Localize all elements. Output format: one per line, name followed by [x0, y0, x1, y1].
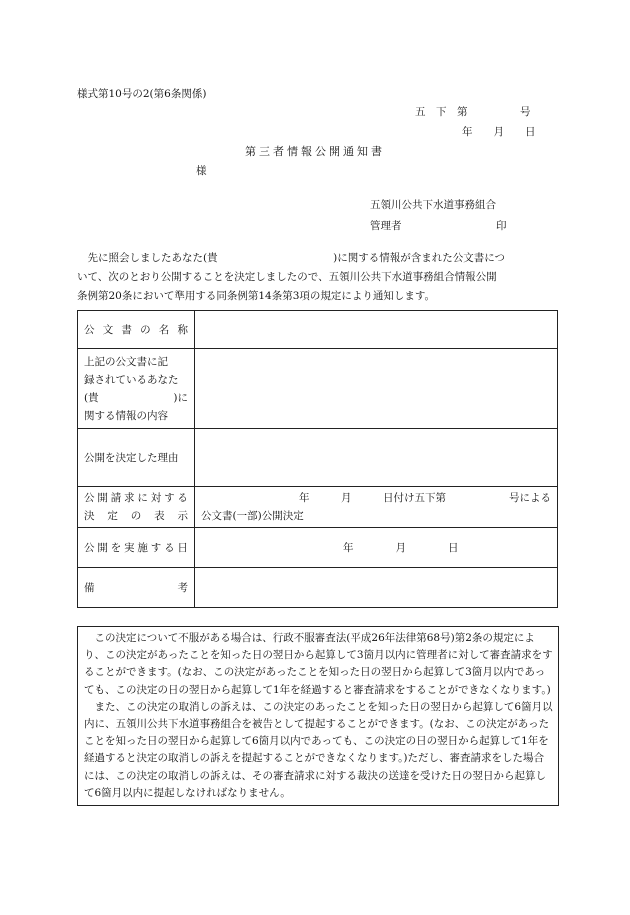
disclosure-table: [77, 310, 558, 608]
organization-name: 五領川公共下水道事務組合: [370, 199, 496, 211]
label-char: 公: [84, 541, 95, 554]
label-char: る: [164, 541, 175, 554]
label-line: 録されているあなた: [84, 373, 179, 386]
label-char: 決: [84, 510, 95, 522]
label-char: 公: [84, 492, 95, 504]
table-row: [78, 429, 558, 487]
label-char: 表: [154, 510, 165, 522]
label-char: 請: [110, 492, 122, 504]
label-line: 関する情報の内容: [84, 409, 168, 422]
implementation-date-label: [78, 528, 195, 568]
remarks-label: [78, 568, 195, 608]
label-char: 実: [124, 541, 135, 554]
label-char: 書: [121, 323, 132, 336]
label-spread: [84, 321, 188, 339]
table-row: [78, 487, 558, 528]
addressee-suffix: 様: [196, 165, 207, 177]
label-char: 定: [107, 510, 118, 522]
decision-ref-line: 年 月 日付け五下第 号による: [299, 492, 551, 504]
label-char: す: [150, 541, 162, 554]
label-char: 名: [158, 323, 170, 336]
table-row: [78, 528, 558, 568]
decision-display-label: [78, 487, 195, 528]
label-char: の: [140, 323, 151, 336]
issue-date: 年 月 日: [462, 126, 536, 138]
appeal-notice-box: [77, 626, 559, 806]
info-content-value[interactable]: [195, 349, 558, 429]
label-char: に: [137, 492, 148, 504]
label-line: 上記の公文書に記: [84, 355, 168, 368]
decision-reason-label: 公開を決定した理由: [78, 429, 195, 487]
label-char: 称: [177, 323, 188, 336]
label-line: [84, 389, 188, 407]
label-char: 備: [84, 581, 95, 594]
label-char: 開: [97, 541, 108, 554]
document-name-value[interactable]: [195, 311, 558, 349]
label-part: (貴: [84, 391, 99, 404]
label-spread: [84, 579, 188, 597]
implementation-date-value[interactable]: 年 月 日: [195, 528, 558, 568]
intro-line-2: いて、次のとおり公開することを決定しましたので、五領川公共下水道事務組合情報公開: [77, 271, 497, 283]
table-row: [78, 349, 558, 429]
label-char: を: [110, 541, 122, 554]
label-char: 対: [150, 492, 162, 504]
appeal-notice-paragraph-1: この決定について不服がある場合は、行政不服審査法(平成26年法律第68号)第2条の規定により、この決定があったことを知った日の翌日から起算して3箇月以内に管理者に対して審査請求をすることができます。(なお、この決定があったことを知った日の翌日から起算して3箇月以内であっても、この決定の日の翌日から起算して1年を経過すると審査請求をすることができなくなります。): [84, 632, 553, 696]
label-spread: [84, 539, 188, 557]
intro-line-3: 条例第20条において準用する同条例第14条第3項の規定により通知します。: [77, 290, 436, 302]
remarks-value[interactable]: [195, 568, 558, 608]
document-name-label: [78, 311, 195, 349]
document-number: 五 下 第 号: [415, 106, 531, 118]
info-content-label: [78, 349, 195, 429]
label-char: る: [177, 492, 188, 504]
intro-text: [77, 249, 557, 306]
label-char: 文: [102, 323, 114, 336]
label-char: の: [130, 510, 142, 522]
label-char: 公: [84, 323, 95, 336]
label-char: 考: [177, 581, 188, 594]
form-number: 様式第10号の2(第6条関係): [77, 88, 207, 100]
label-char: 日: [177, 541, 188, 554]
appeal-notice-paragraph-2: また、この決定の取消しの訴えは、この決定のあったことを知った日の翌日から起算して6箇月以内に、五領川公共下水道事務組合を被告として提起することができます。(なお、この決定があったことを知った日の翌日から起算して6箇月以内であっても、この決定の日の翌日から起算して1年を経過すると決定の取消しの訴えを提起することができなくなります。)ただし、審査請求をした場合には、この決定の取消しの訴えは、その審査請求に対する裁決の送達を受けた日の翌日から起算して6箇月以内に提起しなければなりません。: [84, 700, 553, 799]
label-char: 示: [177, 510, 188, 522]
table-row: [78, 568, 558, 608]
label-char: す: [164, 492, 175, 504]
label-spread: [84, 489, 188, 507]
decision-type-line: 公文書(一部)公開決定: [201, 510, 304, 522]
page-title: 第三者情報公開通知書: [245, 145, 385, 158]
table-row: [78, 311, 558, 349]
manager-seal: 管理者 印: [370, 220, 507, 232]
label-part: )に: [173, 391, 188, 404]
decision-reason-value[interactable]: [195, 429, 558, 487]
intro-line-1: 先に照会しましたあなた(貴 )に関する情報が含まれた公文書につ: [87, 252, 505, 264]
label-char: 開: [97, 492, 108, 504]
label-spread: [84, 507, 188, 525]
label-char: 施: [137, 541, 148, 554]
decision-display-value[interactable]: [195, 487, 558, 528]
label-char: 求: [124, 492, 135, 504]
